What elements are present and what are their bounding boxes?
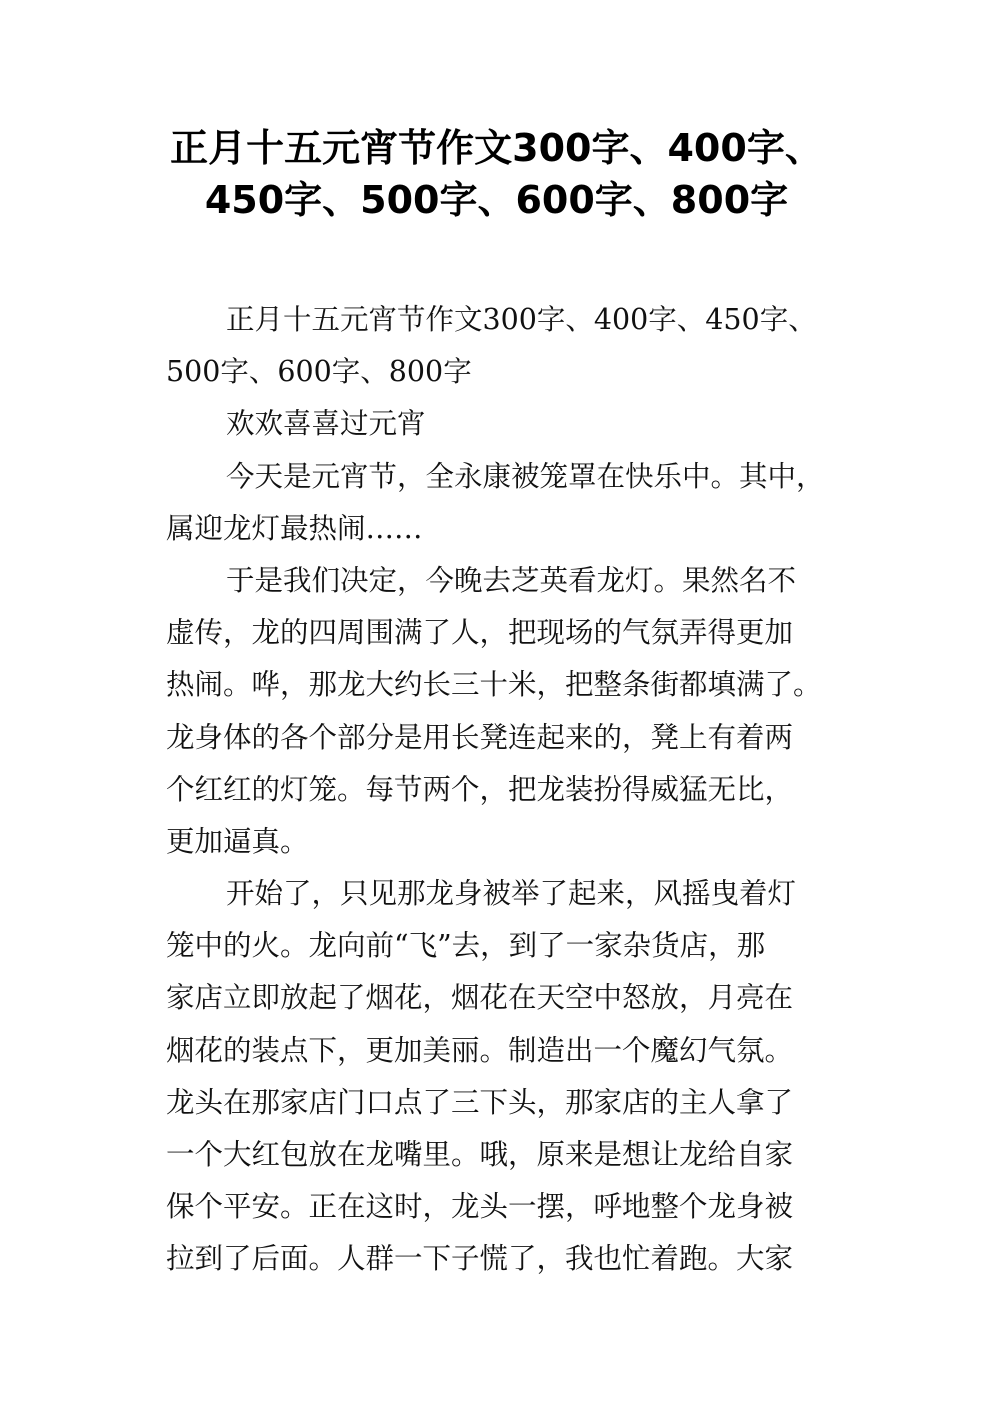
paragraph-heading	[166, 398, 846, 450]
paragraph-dragon-description	[166, 555, 846, 868]
text-line: 今天是元宵节，全永康被笼罩在快乐中。其中，	[226, 459, 825, 493]
text-line: 一个大红包放在龙嘴里。哦，原来是想让龙给自家	[166, 1138, 794, 1171]
text-line: 热闹。哗，那龙大约长三十米，把整条街都填满了。	[166, 668, 822, 702]
paragraph-dragon-parade	[166, 868, 846, 1286]
text-line: 欢欢喜喜过元宵	[226, 407, 426, 441]
document-title	[120, 122, 873, 226]
paragraph-intro	[166, 451, 846, 555]
title-line: 450字、500字、600字、800字	[204, 178, 789, 222]
document-body	[166, 294, 846, 1286]
text-line: 个红红的灯笼。每节两个，把龙装扮得威猛无比，	[166, 772, 794, 806]
paragraph-subtitle-repeat	[166, 294, 846, 398]
text-line: 烟花的装点下，更加美丽。制造出一个魔幻气氛。	[166, 1033, 794, 1067]
text-line: 龙头在那家店门口点了三下头，那家店的主人拿了	[166, 1085, 794, 1119]
text-line: 笼中的火。龙向前“飞”去，到了一家杂货店，那	[166, 929, 766, 963]
text-line: 开始了，只见那龙身被举了起来，风摇曳着灯	[226, 877, 797, 911]
title-line: 正月十五元宵节作文300字、400字、	[170, 126, 823, 170]
text-line: 属迎龙灯最热闹……	[166, 511, 423, 545]
text-line: 正月十五元宵节作文300字、400字、450字、	[226, 303, 817, 336]
text-line: 虚传，龙的四周围满了人，把现场的气氛弄得更加	[166, 616, 794, 650]
text-line: 家店立即放起了烟花，烟花在天空中怒放，月亮在	[166, 981, 794, 1015]
text-line: 于是我们决定，今晚去芝英看龙灯。果然名不	[226, 563, 797, 597]
text-line: 拉到了后面。人群一下子慌了，我也忙着跑。大家	[166, 1242, 794, 1276]
text-line: 龙身体的各个部分是用长凳连起来的，凳上有着两	[166, 720, 794, 754]
text-line: 500字、600字、800字	[166, 355, 472, 389]
text-line: 保个平安。正在这时，龙头一摆，呼地整个龙身被	[166, 1190, 794, 1224]
text-line: 更加逼真。	[166, 824, 309, 858]
